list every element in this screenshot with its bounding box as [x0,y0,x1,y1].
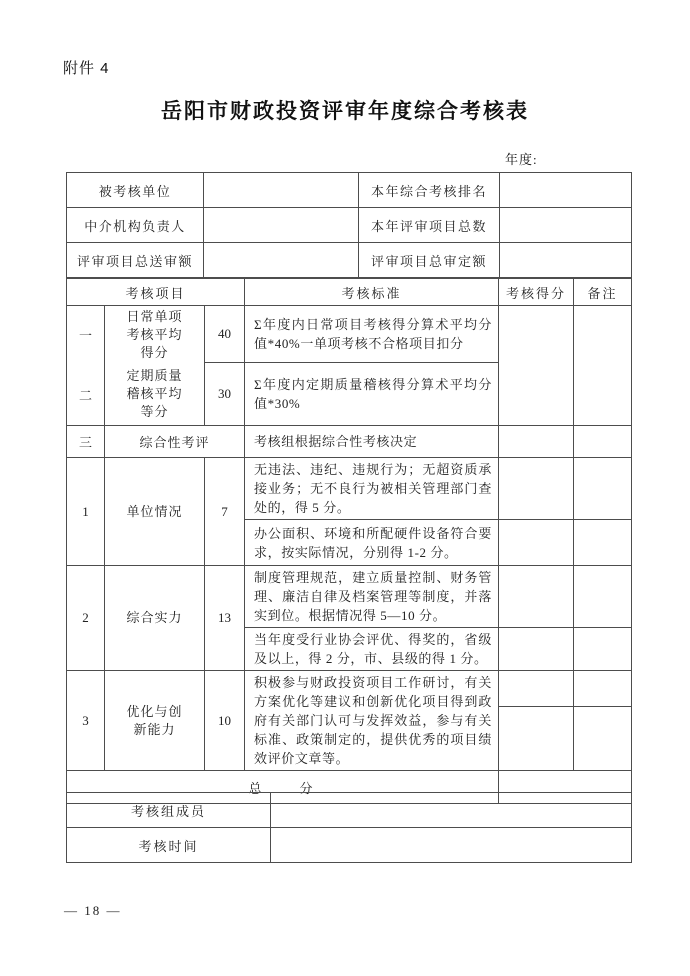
score-cell [499,426,574,458]
detail-points: 7 [205,458,245,566]
detail-row-3a [67,671,632,707]
remark-cell [574,628,632,671]
section-name: 日常单项考核平均得分 [126,308,183,360]
footer-label-assessment-time: 考核时间 [67,828,271,863]
section-standard: Σ年度内定期质量稽核得分算术平均分值*30% [245,363,499,426]
footer-label-group-members: 考核组成员 [67,793,271,828]
section-points: 40 [205,306,245,363]
remark-cell [574,566,632,628]
section-row-1 [67,306,632,363]
remark-cell [574,426,632,458]
info-label-assessed-unit: 被考核单位 [67,173,204,208]
info-value-agency-head [204,208,359,243]
remark-cell [574,706,632,770]
header-item: 考核项目 [67,279,245,306]
info-label-agency-head: 中介机构负责人 [67,208,204,243]
section-standard: 考核组根据综合性考核决定 [245,426,499,458]
score-cell [499,520,574,566]
footer-row [67,828,632,863]
section-name: 综合性考评 [105,426,245,458]
info-row [67,243,632,278]
info-value-submitted-amount [204,243,359,278]
score-cell [499,706,574,770]
info-value-annual-rank [500,173,632,208]
info-table [66,172,632,278]
detail-index: 3 [67,671,105,771]
detail-points: 13 [205,566,245,671]
info-label-approved-amount: 评审项目总审定额 [359,243,500,278]
info-value-assessed-unit [204,173,359,208]
section-points: 30 [205,363,245,426]
remark-cell [574,671,632,707]
detail-index: 1 [67,458,105,566]
detail-standard: 当年度受行业协会评优、得奖的，省级及以上，得 2 分，市、县级的得 1 分。 [245,628,499,671]
score-cell [499,566,574,628]
assessment-header-row [67,279,632,306]
detail-index: 2 [67,566,105,671]
page-number: — 18 — [64,903,122,918]
header-score: 考核得分 [499,279,574,306]
info-label-annual-rank: 本年综合考核排名 [359,173,500,208]
detail-standard: 无违法、违纪、违规行为；无超资质承接业务；无不良行为被相关管理部门查处的，得 5 分。 [245,458,499,520]
section-standard: Σ年度内日常项目考核得分算术平均分值*40%一单项考核不合格项目扣分 [245,306,499,363]
header-standard: 考核标准 [245,279,499,306]
remark-cell [574,458,632,520]
section-index: 一 [78,328,92,343]
year-label: 年度: [505,152,538,167]
section-name: 定期质量稽核平均等分 [126,368,183,419]
header-remark: 备注 [574,279,632,306]
footer-table [66,792,632,863]
footer-value-group-members [271,793,632,828]
score-cell [499,628,574,671]
total-label: 总 分 [67,771,499,804]
info-value-approved-amount [500,243,632,278]
detail-standard: 办公面积、环境和所配硬件设备符合要求，按实际情况，分别得 1-2 分。 [245,520,499,566]
section-index-cell [67,306,105,426]
score-cell [499,306,574,426]
footer-value-assessment-time [271,828,632,863]
assessment-table [66,278,632,804]
page-title: 岳阳市财政投资评审年度综合考核表 [161,100,529,123]
section-name-cell [105,306,205,426]
detail-name: 优化与创新能力 [105,671,205,771]
score-cell [499,458,574,520]
remark-cell [574,520,632,566]
detail-name: 综合实力 [105,566,205,671]
detail-standard: 积极参与财政投资项目工作研讨，有关方案优化等建议和创新优化项目得到政府有关部门认可与发挥效益，参与有关标准、政策制定的，提供优秀的项目绩效评价文章等。 [245,671,499,771]
remark-cell [574,306,632,426]
detail-name: 单位情况 [105,458,205,566]
score-cell [499,671,574,707]
info-value-project-count [500,208,632,243]
detail-standard: 制度管理规范，建立质量控制、财务管理、廉洁自律及档案管理等制度，并落实到位。根据情况得 5—10 分。 [245,566,499,628]
detail-row-2a [67,566,632,628]
detail-row-1a [67,458,632,520]
section-row-3 [67,426,632,458]
section-index: 二 [78,387,92,403]
info-row [67,173,632,208]
attachment-label: 附件 4 [63,60,110,77]
detail-points: 10 [205,671,245,771]
footer-row [67,793,632,828]
info-label-project-count: 本年评审项目总数 [359,208,500,243]
section-index: 三 [67,426,105,458]
info-label-submitted-amount: 评审项目总送审额 [67,243,204,278]
info-row [67,208,632,243]
